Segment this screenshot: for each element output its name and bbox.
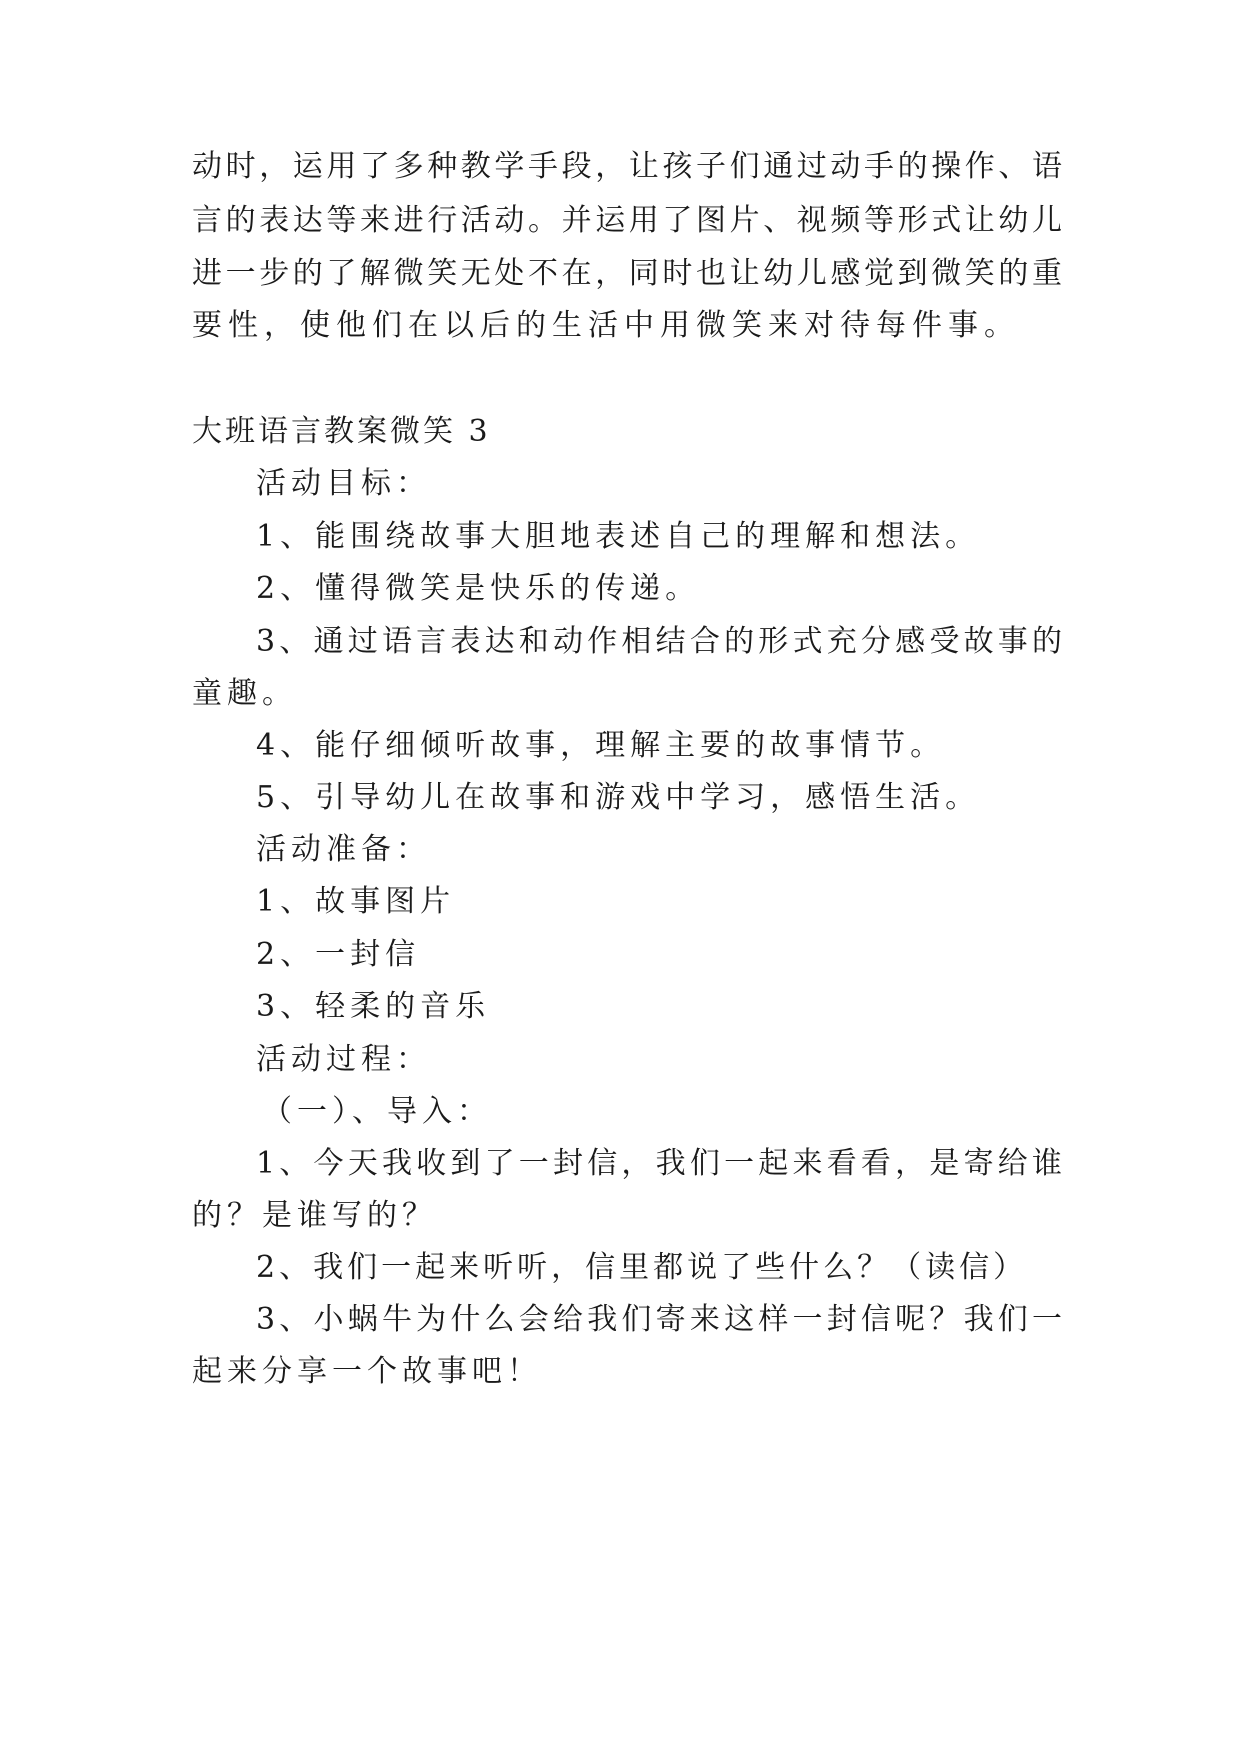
goal-item-1: 1、能围绕故事大胆地表述自己的理解和想法。 bbox=[256, 519, 981, 554]
preparation-heading: 活动准备： bbox=[256, 832, 431, 867]
goal-item-4: 4、能仔细倾听故事，理解主要的故事情节。 bbox=[256, 728, 946, 763]
goals-heading: 活动目标： bbox=[256, 466, 431, 501]
process-heading: 活动过程： bbox=[256, 1042, 431, 1077]
paragraph-line: 动时，运用了多种教学手段，让孩子们通过动手的操作、语 bbox=[192, 149, 1062, 184]
goal-item-2: 2、懂得微笑是快乐的传递。 bbox=[256, 571, 701, 606]
process-step-3: 3、小蜗牛为什么会给我们寄来这样一封信呢？我们一 bbox=[256, 1302, 1062, 1337]
preparation-item-1: 1、故事图片 bbox=[256, 884, 456, 919]
process-subheading: （一）、导入： bbox=[262, 1094, 492, 1129]
goal-item-3-continued: 童趣。 bbox=[192, 676, 297, 711]
section-title: 大班语言教案微笑 3 bbox=[192, 414, 491, 449]
goal-item-5: 5、引导幼儿在故事和游戏中学习，感悟生活。 bbox=[256, 780, 981, 815]
preparation-item-3: 3、轻柔的音乐 bbox=[256, 989, 491, 1024]
process-step-2: 2、我们一起来听听，信里都说了些什么？（读信） bbox=[256, 1250, 1028, 1285]
paragraph-line: 言的表达等来进行活动。并运用了图片、视频等形式让幼儿 bbox=[192, 203, 1062, 238]
paragraph-line: 进一步的了解微笑无处不在，同时也让幼儿感觉到微笑的重 bbox=[192, 256, 1062, 291]
preparation-item-2: 2、一封信 bbox=[256, 937, 421, 972]
goal-item-3: 3、通过语言表达和动作相结合的形式充分感受故事的 bbox=[256, 624, 1062, 659]
paragraph-line: 要性，使他们在以后的生活中用微笑来对待每件事。 bbox=[192, 308, 1020, 343]
process-step-1-continued: 的？是谁写的？ bbox=[192, 1198, 437, 1233]
process-step-1: 1、今天我收到了一封信，我们一起来看看，是寄给谁 bbox=[256, 1146, 1062, 1181]
process-step-3-continued: 起来分享一个故事吧！ bbox=[192, 1354, 542, 1389]
